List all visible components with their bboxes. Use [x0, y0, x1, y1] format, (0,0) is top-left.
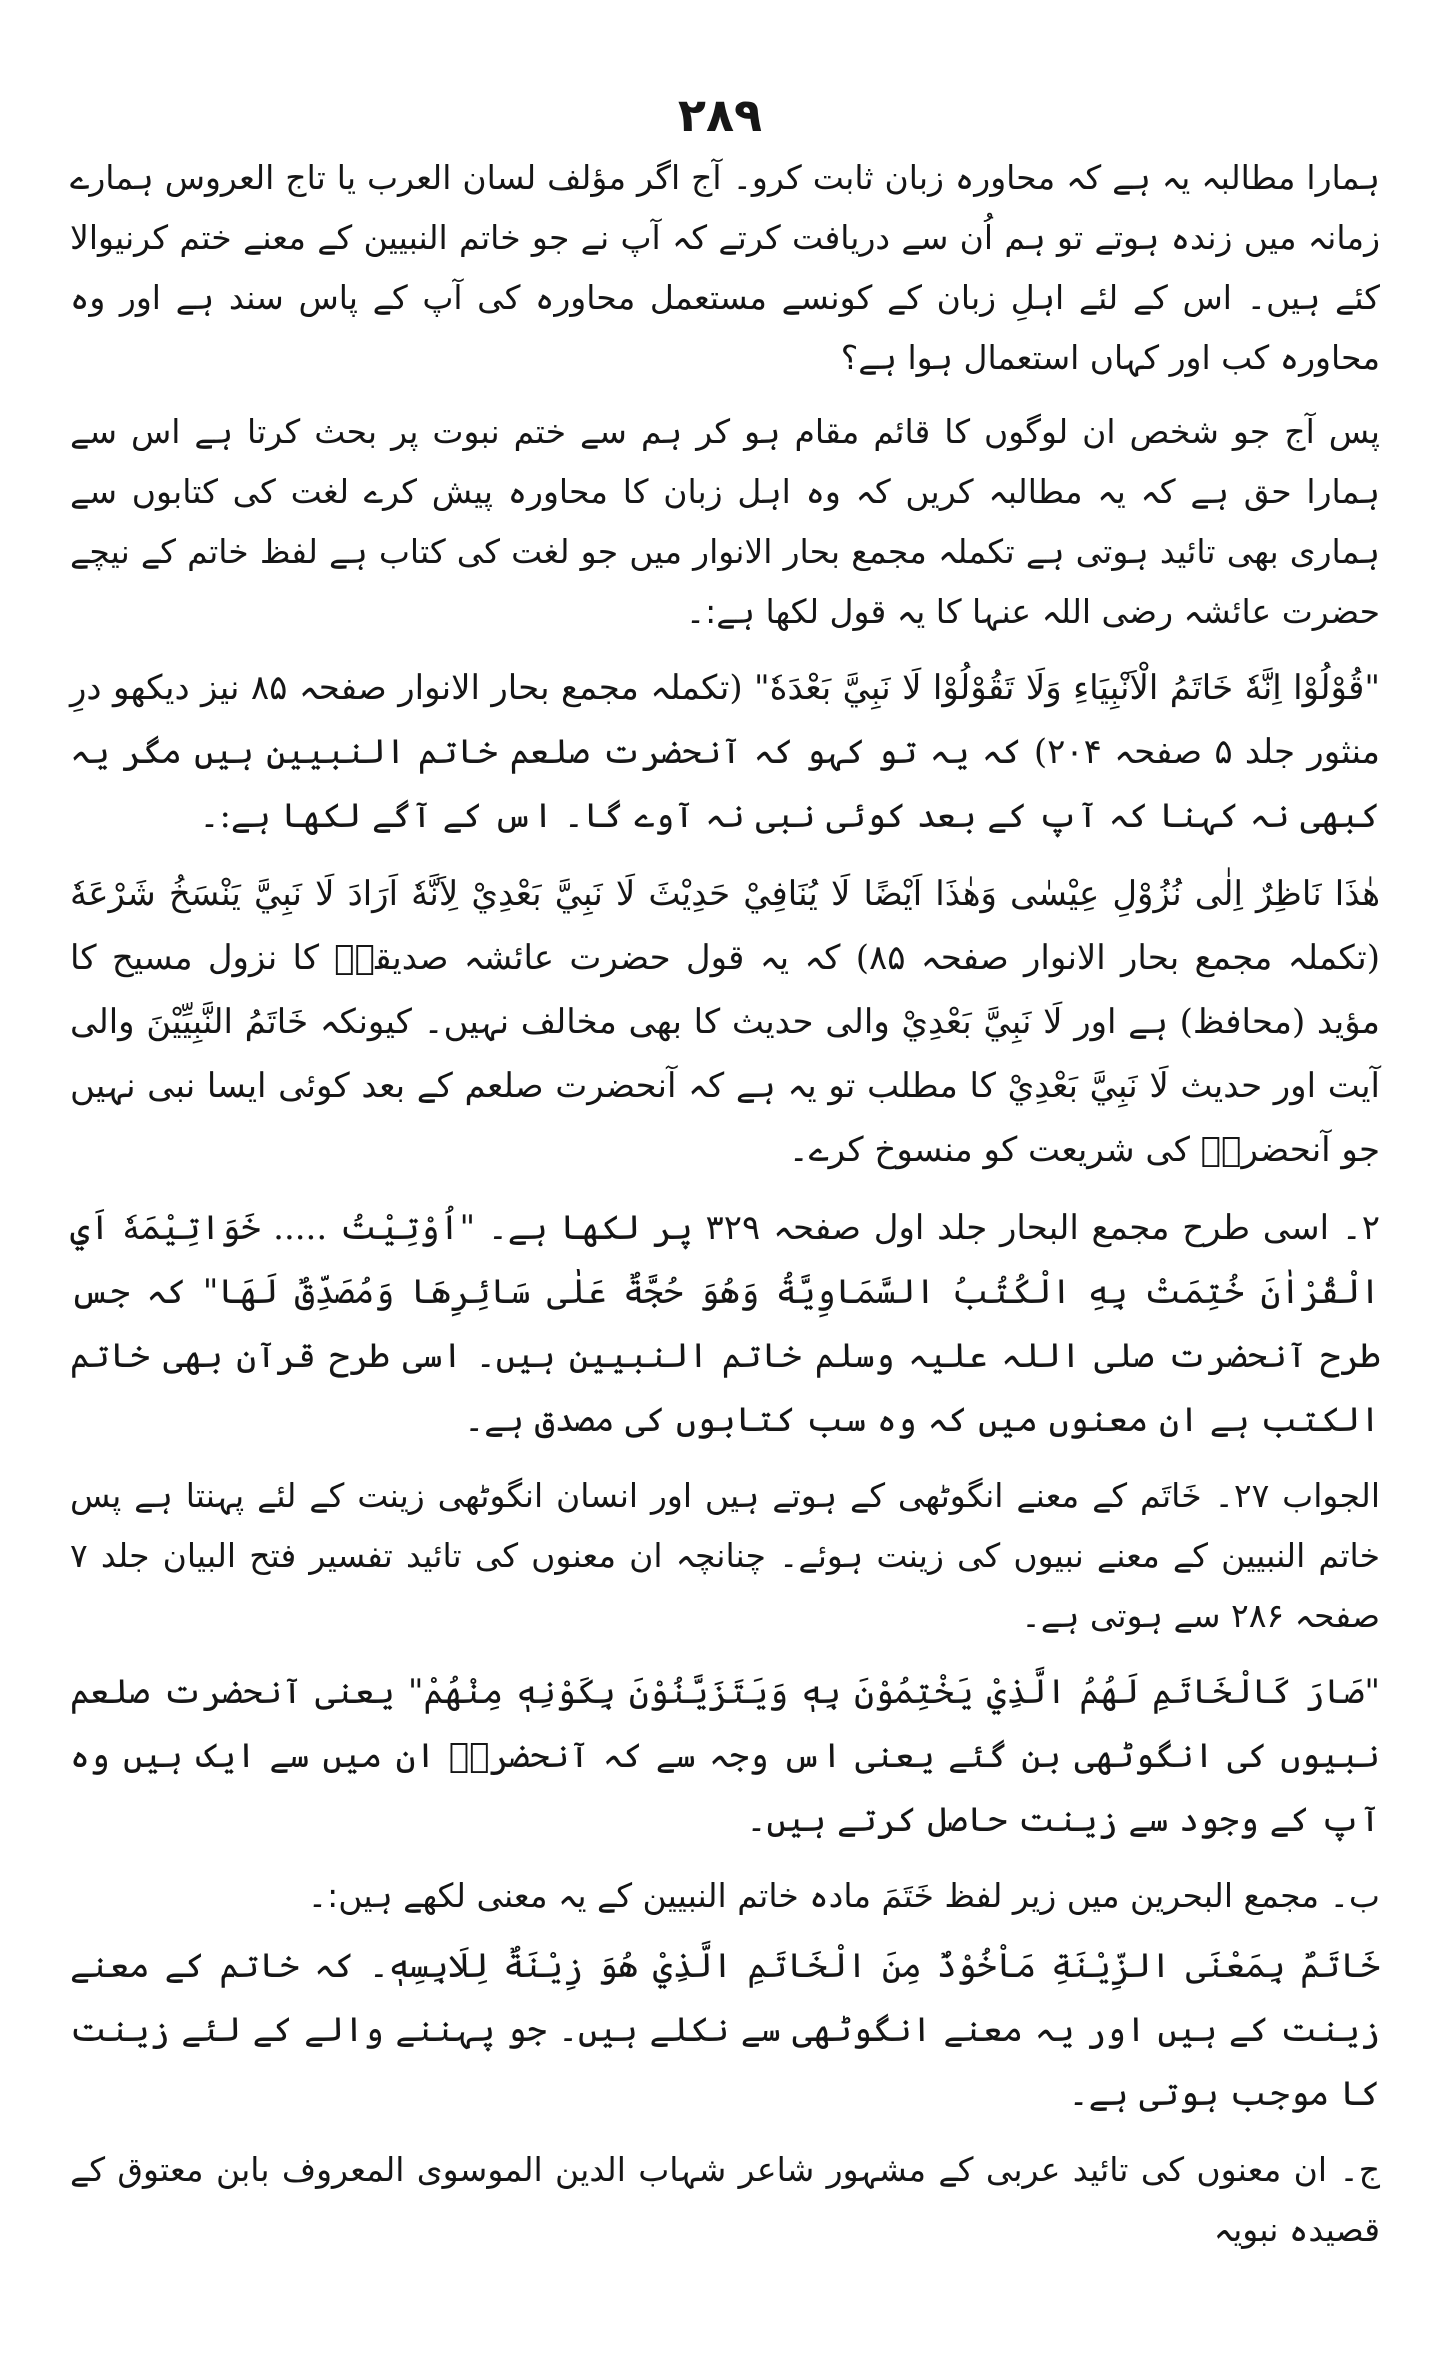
quote-paragraph: هٰذَا نَاظِرٌ اِلٰى نُزُوْلِ عِيْسٰى وَهٰذَا اَيْضًا لَا يُنَافِيْ حَدِيْثَ لَا نَبِيَّ بَعْدِيْ لِاَنَّهٗ اَرَادَ لَا نَبِيَّ يَنْسَخُ شَرْعَهٗ (تکملہ مجمع بحار الانوار صفحہ ۸۵) کہ یہ قول حضرت عائشہ صدیقہؓ کا نزول مسیح کا مؤید (محافظ) ہے اور لَا نَبِيَّ بَعْدِيْ والی حدیث کا بھی مخالف نہیں۔ کیونکہ خَاتَمُ النَّبِيِّيْنَ والی آیت اور حدیث لَا نَبِيَّ بَعْدِيْ کا مطلب تو یہ ہے کہ آنحضرت صلعم کے بعد کوئی ایسا نبی نہیں جو آنحضرتؐ کی شریعت کو منسوخ کرے۔	[70, 874, 1380, 1170]
paragraph: الجواب ۲۷۔ خَاتَم کے معنے انگوٹھی کے ہوتے ہیں اور انسان انگوٹھی زینت کے لئے پہنتا ہے پس خاتم النبیین کے معنے نبیوں کی زینت ہوئے۔ چنانچہ ان معنوں کی تائید تفسیر فتح البیان جلد ۷ صفحہ ۲۸۶ سے ہوتی ہے۔	[70, 1476, 1380, 1635]
paragraph: ب۔ مجمع البحرین میں زیر لفظ خَتَمَ مادہ خاتم النبیین کے یہ معنی لکھے ہیں:۔	[307, 1876, 1380, 1915]
paragraph: پس آج جو شخص ان لوگوں کا قائم مقام ہو کر ہم سے ختم نبوت پر بحث کرتا ہے اس سے ہمارا حق ہے کہ یہ مطالبہ کریں کہ وہ اہل زبان کا محاورہ پیش کرے لغت کی کتابوں سے ہماری بھی تائید ہوتی ہے تکملہ مجمع بحار الانوار میں جو لغت کی کتاب ہے لفظ خاتم کے نیچے حضرت عائشہ رضی اللہ عنہا کا یہ قول لکھا ہے:۔	[70, 412, 1380, 631]
paragraph: ج۔ ان معنوں کی تائید عربی کے مشہور شاعر شہاب الدین الموسوی المعروف بابن معتوق کے قصیدہ نبویہ	[70, 2150, 1380, 2249]
quote-paragraph: "صَارَ كَالْخَاتَمِ لَهُمُ الَّذِيْ يَخْتِمُوْنَ بِهٖ وَيَتَزَيَّنُوْنَ بِكَوْنِهٖ مِنْهُمْ" یعنی آنحضرت صلعم نبیوں کی انگوٹھی بن گئے یعنی اس وجہ سے کہ آنحضرتؐ ان میں سے ایک ہیں وہ آپ کے وجود سے زینت حاصل کرتے ہیں۔	[70, 1672, 1380, 1840]
page-number: ۲۸۹	[677, 88, 763, 142]
quote-paragraph: "قُوْلُوْا اِنَّهٗ خَاتَمُ الْاَنْبِيَاءِ وَلَا تَقُوْلُوْا لَا نَبِيَّ بَعْدَهٗ" (تکملہ مجمع بحار الانوار صفحہ ۸۵ نیز دیکھو درِ منثور جلد ۵ صفحہ ۲۰۴) کہ یہ تو کہو کہ آنحضرت صلعم خاتم النبیین ہیں مگر یہ کبھی نہ کہنا کہ آپ کے بعد کوئی نبی نہ آوے گا۔ اس کے آگے لکھا ہے:۔	[70, 668, 1380, 836]
paragraph: ۲۔ اسی طرح مجمع البحار جلد اول صفحہ ۳۲۹ پر لکھا ہے۔ "اُوْتِيْتُ ..... خَوَاتِيْمَهٗ اَيِ الْقُرْاٰنَ خُتِمَتْ بِهِ الْكُتُبُ السَّمَاوِيَّةُ وَهُوَ حُجَّةٌ عَلٰى سَائِرِهَا وَمُصَدِّقٌ لَهَا" کہ جس طرح آنحضرت صلی اللہ علیہ وسلم خاتم النبیین ہیں۔ اسی طرح قرآن بھی خاتم الکتب ہے ان معنوں میں کہ وہ سب کتابوں کی مصدق ہے۔	[70, 1208, 1380, 1440]
paragraph: ہمارا مطالبہ یہ ہے کہ محاورہ زبان ثابت کرو۔ آج اگر مؤلف لسان العرب یا تاج العروس ہمارے زمانہ میں زندہ ہوتے تو ہم اُن سے دریافت کرتے کہ آپ نے جو خاتم النبیین کے معنے ختم کرنیوالا کئے ہیں۔ اس کے لئے اہلِ زبان کے کونسے مستعمل محاورہ کی آپ کے پاس سند ہے اور وہ محاورہ کب اور کہاں استعمال ہوا ہے؟	[70, 158, 1380, 377]
document-page	[40, 70, 1400, 2370]
body-text	[70, 148, 1380, 2274]
quote-paragraph: خَاتَمٌ بِمَعْنَى الزِّيْنَةِ مَاْخُوْذٌ مِنَ الْخَاتَمِ الَّذِيْ هُوَ زِيْنَةٌ لِلَابِسِهٖ۔ کہ خاتم کے معنے زینت کے ہیں اور یہ معنے انگوٹھی سے نکلے ہیں۔ جو پہننے والے کے لئے زینت کا موجب ہوتی ہے۔	[70, 1946, 1380, 2114]
